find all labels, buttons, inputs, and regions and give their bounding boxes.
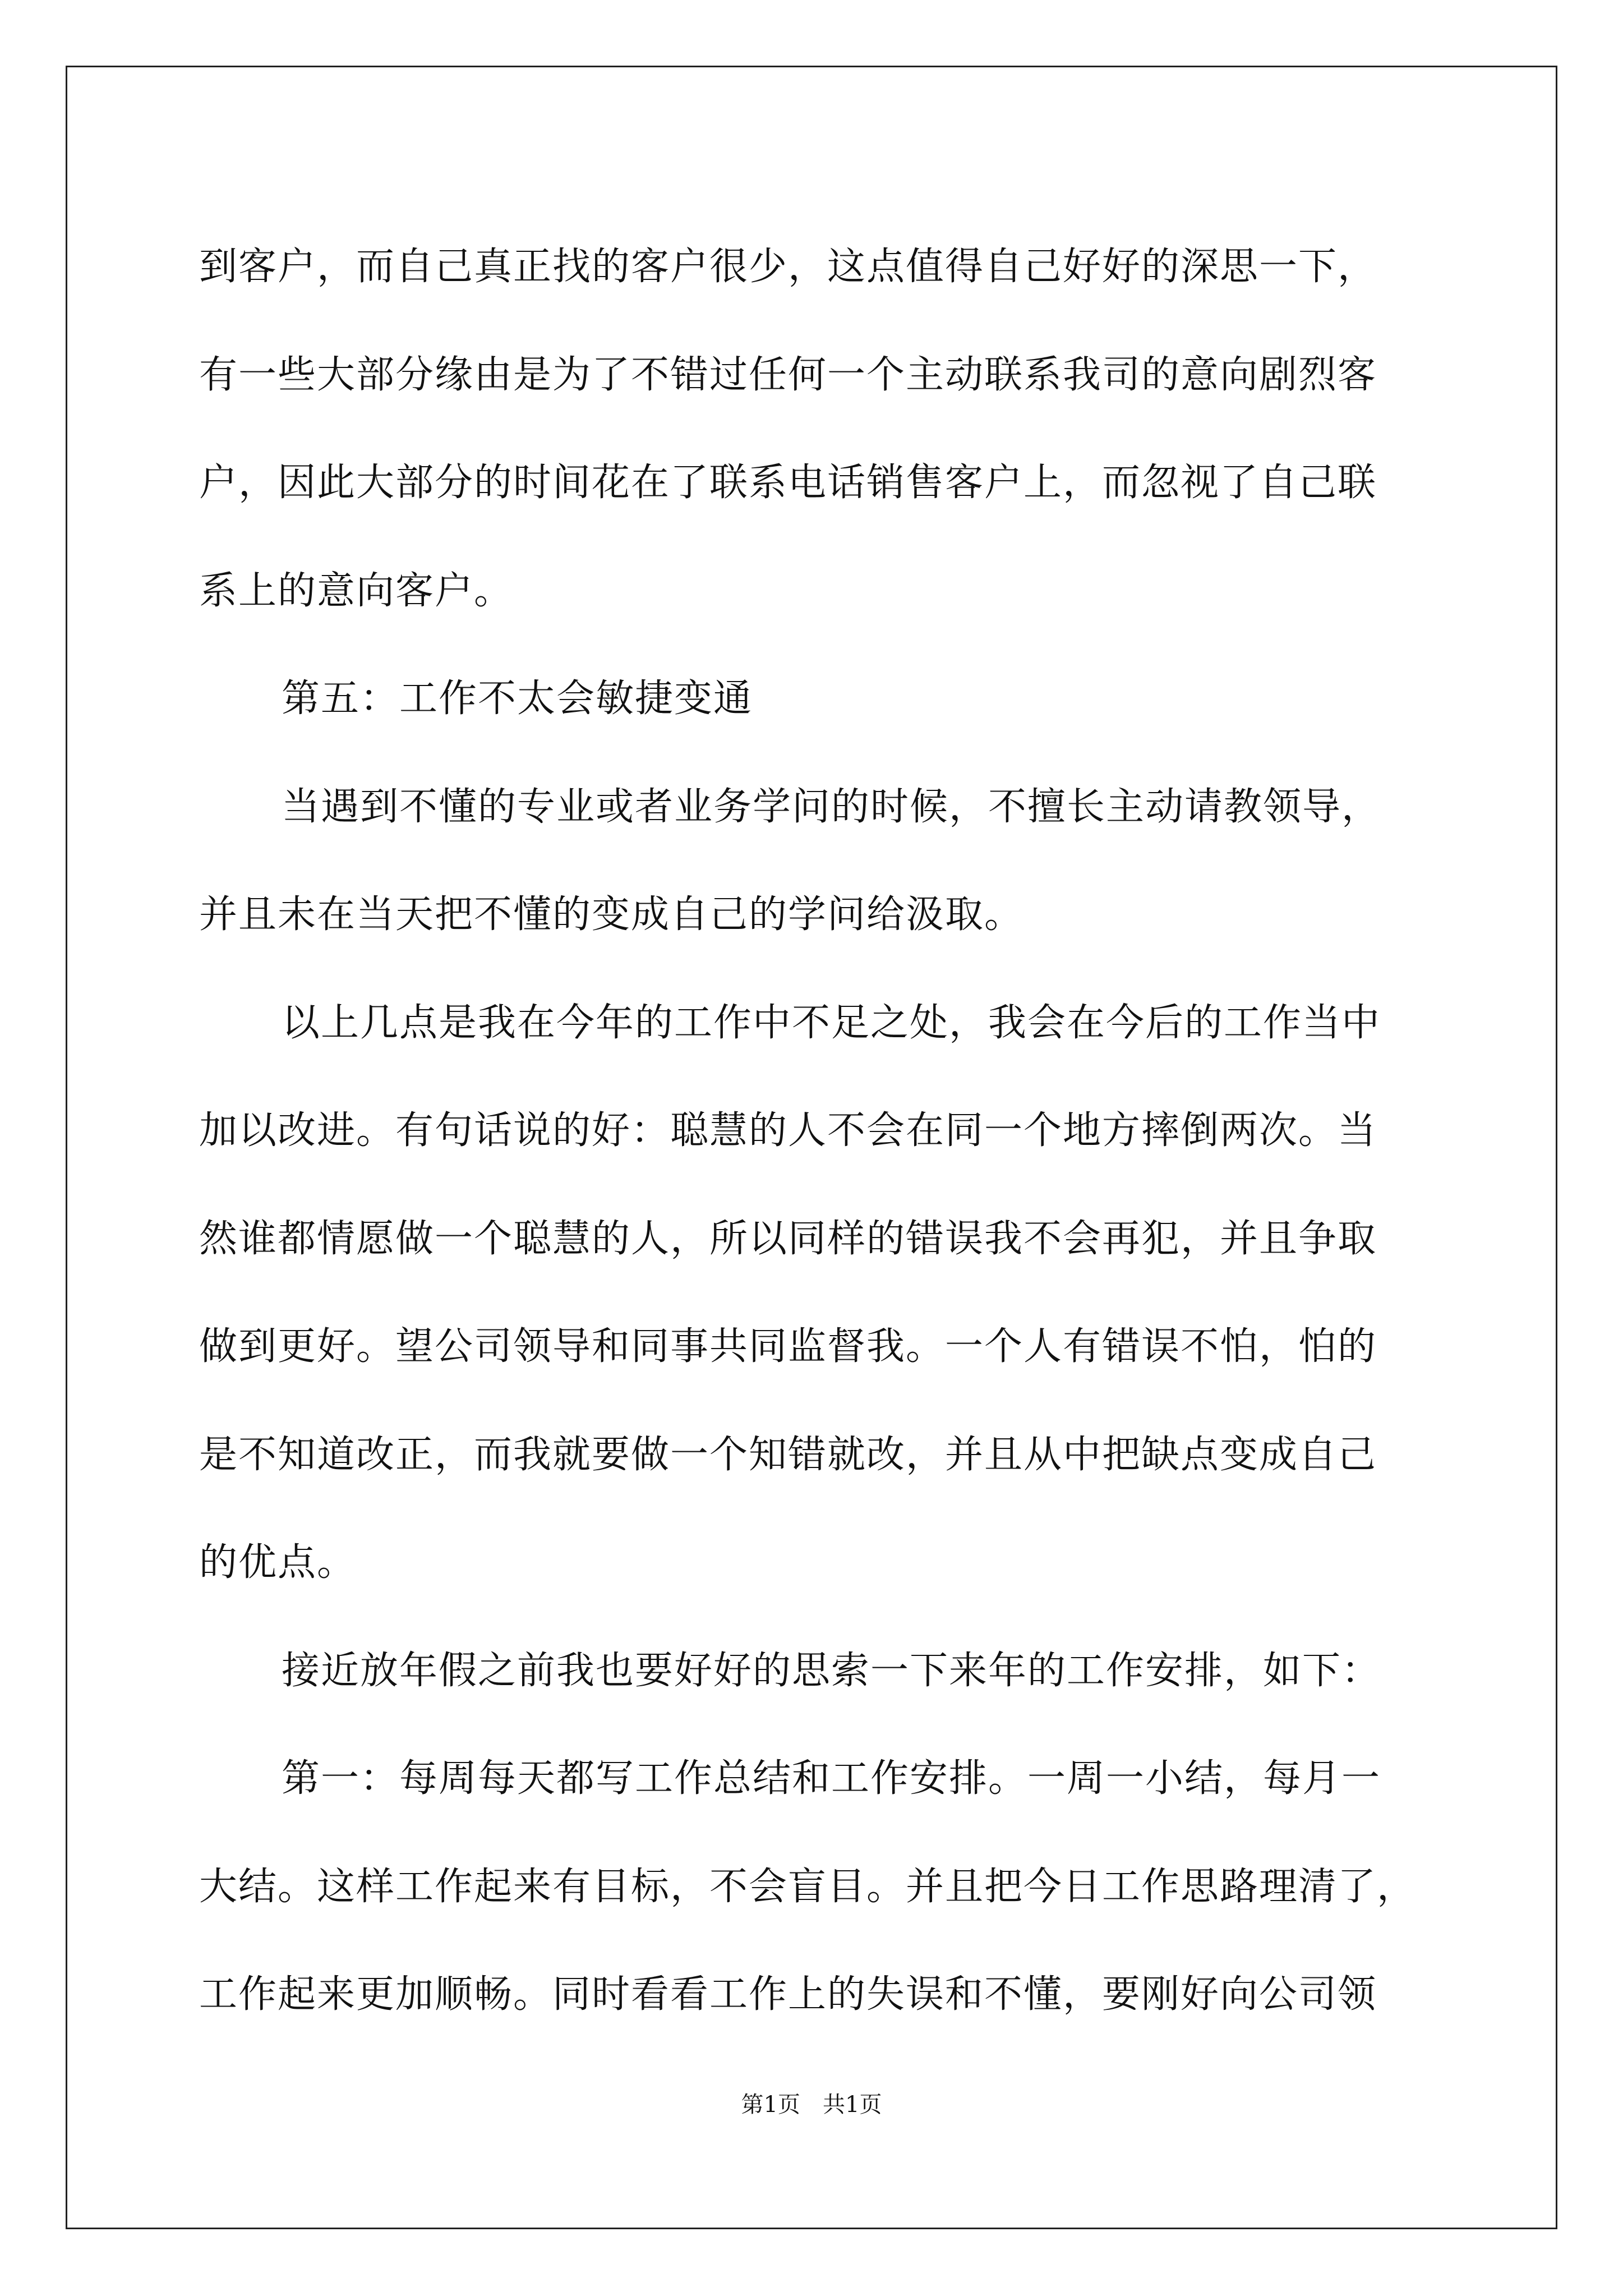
page-number: 第1页 [741,2092,800,2118]
text-line: 以上几点是我在今年的工作中不足之处，我会在今后的工作当中 [282,1000,1381,1045]
section-heading: 第五：工作不太会敏捷变通 [282,677,753,721]
page-total: 共1页 [823,2092,882,2118]
text-line: 是不知道改正，而我就要做一个知错就改，并且从中把缺点变成自己 [199,1432,1377,1477]
text-line: 当遇到不懂的专业或者业务学问的时候，不擅长主动请教领导， [282,784,1381,829]
text-line: 有一些大部分缘由是为了不错过任何一个主动联系我司的意向剧烈客 [199,352,1377,397]
text-line: 然谁都情愿做一个聪慧的人，所以同样的错误我不会再犯，并且争取 [199,1216,1377,1261]
text-line: 的优点。 [199,1540,357,1585]
text-line: 加以改进。有句话说的好：聪慧的人不会在同一个地方摔倒两次。当 [199,1108,1377,1153]
text-line: 户，因此大部分的时间花在了联系电话销售客户上，而忽视了自己联 [199,461,1377,505]
text-line: 工作起来更加顺畅。同时看看工作上的失误和不懂，要刚好向公司领 [199,1972,1377,2017]
text-line: 接近放年假之前我也要好好的思索一下来年的工作安排，如下： [282,1648,1381,1693]
text-line: 第一：每周每天都写工作总结和工作安排。一周一小结，每月一 [282,1756,1381,1801]
text-line: 到客户，而自己真正找的客户很少，这点值得自己好好的深思一下， [199,245,1377,289]
text-line: 系上的意向客户。 [199,568,514,613]
document-body [199,213,1427,2049]
page-footer [0,2087,1623,2119]
text-line: 并且未在当天把不懂的变成自己的学问给汲取。 [199,892,1024,937]
text-line: 大结。这样工作起来有目标，不会盲目。并且把今日工作思路理清了， [199,1864,1417,1909]
text-line: 做到更好。望公司领导和同事共同监督我。一个人有错误不怕，怕的 [199,1324,1377,1369]
